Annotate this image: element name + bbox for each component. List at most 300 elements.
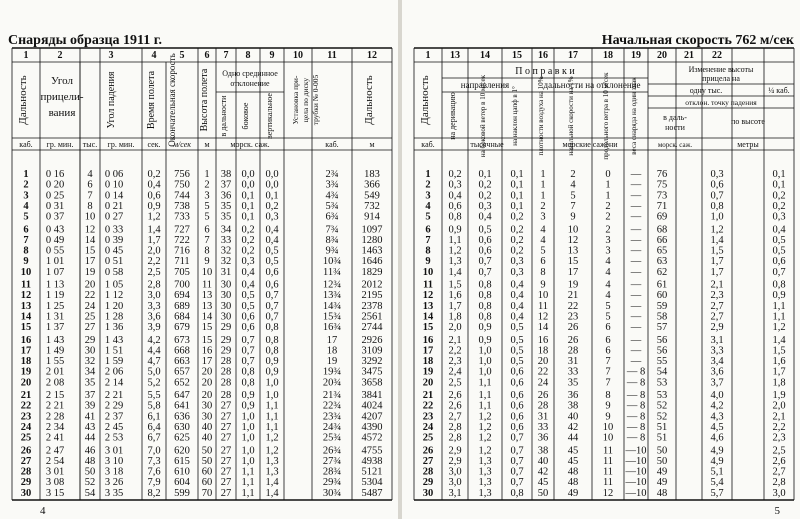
right-quarter-cell: 1,6 — [772, 356, 786, 368]
left-time-cell: 6,7 — [147, 432, 161, 444]
right-wind-cell: 1,0 — [478, 345, 492, 357]
left-dist-m-cell: 4755 — [361, 445, 383, 457]
left-devv-cell: 0,5 — [265, 256, 279, 268]
column-number: 5 — [179, 50, 185, 61]
header-sight-change: Изменение высоты — [688, 65, 754, 74]
left-fuze-cell: 27¾ — [322, 455, 342, 467]
right-wind-long-cell: 4 — [605, 266, 611, 278]
right-sight-cell: 56 — [656, 345, 668, 357]
right-wind-cell: 1,2 — [478, 411, 492, 423]
left-devl-cell: 1,0 — [241, 445, 255, 457]
left-time-cell: 3,6 — [147, 311, 161, 323]
left-devv-cell: 0,9 — [265, 356, 279, 368]
left-fall-cell: 3 01 — [104, 445, 124, 457]
right-dist-cell: 8 — [425, 245, 431, 257]
right-speed-cell: 45 — [567, 445, 579, 457]
right-wind-long-cell: 9 — [605, 411, 611, 423]
right-speed-cell: 12 — [567, 234, 579, 246]
left-devv-cell: 0,4 — [265, 234, 279, 246]
left-dist-m-cell: 5487 — [361, 487, 383, 499]
left-fall-cell: 0 21 — [104, 200, 124, 212]
right-weight-cell: — 8 — [626, 432, 646, 444]
left-devl-cell: 0,2 — [241, 245, 255, 257]
right-wind-cell: 0,9 — [478, 334, 492, 346]
right-density-cell: 11 — [537, 300, 549, 312]
right-wind-long-cell: 3 — [605, 234, 611, 246]
right-wind-long-cell: 2 — [605, 211, 611, 223]
right-weight-cell: —10 — [625, 455, 647, 467]
left-devr-cell: 30 — [220, 300, 232, 312]
right-weight-cell: — — [630, 345, 642, 357]
left-elev-th-cell: 43 — [84, 421, 96, 433]
left-devr-cell: 32 — [220, 245, 232, 257]
right-tilt-cell: 0,1 — [510, 200, 524, 212]
left-time-cell: 1,7 — [147, 234, 161, 246]
right-speed-cell: 28 — [567, 345, 579, 357]
left-devv-cell: 0,9 — [265, 366, 279, 378]
right-speed-cell: 22 — [567, 300, 579, 312]
right-drift-cell: 2,2 — [448, 345, 462, 357]
right-wind-cell: 0,8 — [478, 300, 492, 312]
right-drift-cell: 0,3 — [448, 179, 462, 191]
right-wind-cell: 1,3 — [478, 466, 492, 478]
left-devr-cell: 29 — [220, 322, 232, 334]
right-height-cell: 0,6 — [710, 179, 724, 191]
left-elev-cell: 0 25 — [45, 190, 65, 202]
right-sight-cell: 52 — [656, 400, 668, 412]
right-dist-cell: 3 — [425, 190, 431, 202]
left-elev-th-cell: 46 — [84, 445, 96, 457]
left-time-cell: 6,1 — [147, 411, 161, 423]
column-number: 21 — [684, 50, 694, 61]
left-devv-cell: 0,1 — [265, 190, 279, 202]
right-tilt-cell: 0,2 — [510, 211, 524, 223]
left-fall-cell: 3 10 — [104, 455, 124, 467]
right-quarter-cell: 2,3 — [772, 432, 786, 444]
left-height-cell: 20 — [201, 366, 213, 378]
left-dist-m-cell: 5121 — [361, 466, 383, 478]
right-height-cell: 4,5 — [710, 421, 724, 433]
left-height-cell: 70 — [201, 487, 213, 499]
right-quarter-cell: 0,9 — [772, 290, 786, 302]
left-devl-cell: 0,0 — [241, 179, 255, 191]
left-elev-cell: 1 25 — [45, 300, 65, 312]
left-elev-th-cell: 12 — [84, 224, 96, 236]
header-distance: Дальность — [17, 75, 29, 125]
column-number: 13 — [450, 50, 460, 61]
left-height-cell: 30 — [201, 400, 213, 412]
left-elev-cell: 3 15 — [45, 487, 65, 499]
right-sight-cell: 57 — [656, 322, 668, 334]
right-density-cell: 12 — [537, 311, 549, 323]
right-height-cell: 4,0 — [710, 390, 724, 401]
right-weight-cell: — — [630, 234, 642, 246]
right-dist-cell: 26 — [422, 445, 434, 457]
left-fuze-cell: 18 — [326, 345, 338, 357]
right-speed-cell: 48 — [567, 477, 579, 489]
right-page — [402, 0, 800, 519]
right-speed-cell: 26 — [567, 322, 579, 334]
left-height-cell: 10 — [201, 266, 213, 278]
right-tilt-cell: 0,8 — [510, 487, 524, 499]
right-wind-long-cell: 5 — [605, 300, 611, 312]
left-fall-cell: 3 18 — [104, 466, 124, 478]
right-weight-cell: — — [630, 169, 642, 180]
right-density-cell: 9 — [540, 279, 546, 291]
left-devl-cell: 1,1 — [241, 466, 255, 478]
right-tilt-cell: 0,7 — [510, 445, 524, 457]
left-devl-cell: 0,1 — [241, 211, 255, 223]
right-height-cell: 2,1 — [710, 279, 724, 291]
right-drift-cell: 1,3 — [448, 256, 462, 268]
right-weight-cell: — — [630, 334, 642, 346]
left-fuze-cell: 21¾ — [322, 390, 342, 401]
right-density-cell: 40 — [537, 455, 549, 467]
left-time-cell: 1,4 — [147, 224, 161, 236]
column-number: 1 — [23, 50, 29, 61]
left-fall-cell: 0 45 — [104, 245, 124, 257]
right-tilt-cell: 0,7 — [510, 477, 524, 489]
right-quarter-cell: 0,1 — [772, 179, 786, 191]
left-elev-th-cell: 52 — [84, 477, 96, 489]
left-fall-cell: 0 51 — [104, 256, 124, 268]
right-sight-cell: 49 — [656, 477, 668, 489]
left-devl-cell: 1,0 — [241, 421, 255, 433]
right-dist-cell: 28 — [422, 466, 434, 478]
right-dist-cell: 2 — [425, 179, 431, 191]
left-devr-cell: 27 — [220, 421, 232, 433]
left-devr-cell: 29 — [220, 345, 232, 357]
right-tilt-cell: 0,1 — [510, 169, 524, 180]
left-elev-cell: 2 54 — [45, 455, 65, 467]
left-devr-cell: 37 — [220, 179, 232, 191]
left-devl-cell: 1,1 — [241, 487, 255, 499]
right-quarter-cell: 2,5 — [772, 445, 786, 457]
right-dist-cell: 22 — [422, 400, 434, 412]
left-time-cell: 6,4 — [147, 421, 161, 433]
left-fuze-cell: 12¾ — [322, 279, 342, 291]
left-fuze-cell: 10¾ — [322, 256, 342, 268]
left-fuze-cell: 14¾ — [322, 300, 342, 312]
right-speed-cell: 44 — [567, 432, 579, 444]
left-height-cell: 14 — [201, 311, 213, 323]
left-elev-th-cell: 6 — [87, 179, 93, 191]
right-wind-cell: 1,1 — [478, 390, 492, 401]
left-devr-cell: 34 — [220, 224, 232, 236]
right-corrections-table — [402, 0, 800, 519]
left-height-cell: 15 — [201, 334, 213, 346]
right-quarter-cell: 1,2 — [772, 322, 786, 334]
right-drift-cell: 1,8 — [448, 311, 462, 323]
right-wind-cell: 0,4 — [478, 211, 492, 223]
left-elev-cell: 0 37 — [45, 211, 65, 223]
left-devv-cell: 1,3 — [265, 466, 279, 478]
right-density-cell: 28 — [537, 400, 549, 412]
right-sight-cell: 51 — [656, 432, 668, 444]
left-dist-m-cell: 4207 — [361, 411, 383, 423]
left-dist-m-cell: 732 — [364, 200, 380, 212]
left-dist-cell: 25 — [20, 432, 32, 444]
left-speed-cell: 727 — [174, 224, 190, 236]
left-time-cell: 3,9 — [147, 322, 161, 334]
right-density-cell: 31 — [537, 411, 549, 423]
left-speed-cell: 636 — [174, 411, 190, 423]
right-dist-cell: 21 — [422, 390, 434, 401]
right-density-cell: 50 — [537, 487, 549, 499]
left-fall-cell: 1 43 — [104, 334, 124, 346]
right-drift-cell: 2,9 — [448, 445, 462, 457]
right-speed-cell: 49 — [567, 487, 579, 499]
left-dist-m-cell: 5304 — [361, 477, 383, 489]
left-elev-cell: 1 13 — [45, 279, 65, 291]
right-weight-cell: —10 — [625, 487, 647, 499]
right-height-cell: 4,9 — [710, 455, 724, 467]
left-fuze-cell: 24¾ — [322, 421, 342, 433]
header-sight-change: прицела на — [702, 74, 740, 83]
right-wind-long-cell: 7 — [605, 356, 611, 368]
left-speed-cell: 630 — [174, 421, 190, 433]
right-tilt-cell: 0,2 — [510, 234, 524, 246]
header-in-range: ности — [665, 123, 685, 132]
left-speed-cell: 641 — [174, 400, 190, 412]
right-dist-cell: 4 — [425, 200, 431, 212]
left-dist-cell: 1 — [23, 169, 29, 180]
right-wind-cell: 0,1 — [478, 169, 492, 180]
left-fall-cell: 3 26 — [104, 477, 124, 489]
right-wind-long-cell: 8 — [605, 390, 611, 401]
left-devr-cell: 27 — [220, 455, 232, 467]
left-height-cell: 3 — [204, 190, 210, 202]
left-dist-m-cell: 914 — [364, 211, 380, 223]
right-dist-cell: 25 — [422, 432, 434, 444]
right-quarter-cell: 1,1 — [772, 300, 786, 312]
column-number: 14 — [480, 50, 490, 61]
left-devr-cell: 36 — [220, 190, 232, 202]
left-time-cell: 7,0 — [147, 445, 161, 457]
left-elev-cell: 0 43 — [45, 224, 65, 236]
left-elev-cell: 1 31 — [45, 311, 65, 323]
right-speed-cell: 21 — [567, 290, 579, 302]
right-quarter-cell: 2,8 — [772, 477, 786, 489]
left-height-cell: 5 — [204, 200, 210, 212]
left-elev-cell: 0 49 — [45, 234, 65, 246]
left-height-cell: 7 — [204, 234, 210, 246]
left-time-cell: 0,4 — [147, 179, 161, 191]
right-quarter-cell: 2,1 — [772, 411, 786, 423]
right-sight-cell: 54 — [656, 366, 668, 378]
right-tilt-cell: 0,4 — [510, 290, 524, 302]
unit-label: м/сек — [172, 140, 192, 149]
unit-label: морск. саж. — [230, 140, 270, 149]
left-speed-cell: 716 — [174, 245, 190, 257]
right-height-cell: 3,4 — [710, 356, 724, 368]
right-speed-cell: 31 — [567, 356, 579, 368]
left-devv-cell: 0,8 — [265, 334, 279, 346]
right-dist-cell: 5 — [425, 211, 431, 223]
right-speed-cell: 15 — [567, 256, 579, 268]
right-height-cell: 1,7 — [710, 266, 724, 278]
right-tilt-cell: 0,6 — [510, 390, 524, 401]
right-sight-cell: 76 — [656, 169, 668, 180]
left-devv-cell: 1,2 — [265, 445, 279, 457]
right-wind-long-cell: 11 — [602, 455, 614, 467]
right-height-cell: 3,1 — [710, 334, 724, 346]
right-sight-cell: 61 — [656, 279, 668, 291]
right-tilt-cell: 0,6 — [510, 366, 524, 378]
left-dist-cell: 10 — [20, 266, 32, 278]
right-sight-cell: 65 — [656, 245, 668, 257]
right-tilt-cell: 0,5 — [510, 322, 524, 334]
left-height-cell: 20 — [201, 390, 213, 401]
left-devl-cell: 0,4 — [241, 279, 255, 291]
left-devl-cell: 0,2 — [241, 224, 255, 236]
left-devr-cell: 27 — [220, 411, 232, 423]
left-elev-cell: 2 15 — [45, 390, 65, 401]
left-devr-cell: 27 — [220, 400, 232, 412]
right-sight-cell: 66 — [656, 234, 668, 246]
right-drift-cell: 3,1 — [448, 487, 462, 499]
left-speed-cell: 756 — [174, 169, 190, 180]
left-elev-th-cell: 22 — [84, 290, 96, 302]
left-speed-cell: 679 — [174, 322, 190, 334]
unit-label: морск. саж. — [657, 141, 693, 149]
left-elev-th-cell: 4 — [87, 169, 93, 180]
left-elev-th-cell: 10 — [84, 211, 96, 223]
left-dist-cell: 24 — [20, 421, 32, 433]
unit-label: м — [369, 140, 375, 149]
right-tilt-cell: 0,5 — [510, 334, 524, 346]
right-quarter-cell: 2,2 — [772, 421, 786, 433]
left-speed-cell: 647 — [174, 390, 190, 401]
right-quarter-cell: 0,2 — [772, 200, 786, 212]
left-devr-cell: 28 — [220, 366, 232, 378]
right-drift-cell: 0,6 — [448, 200, 462, 212]
left-dist-m-cell: 366 — [364, 179, 380, 191]
right-weight-cell: — 8 — [626, 377, 646, 389]
right-weight-cell: — — [630, 356, 642, 368]
left-elev-cell: 3 08 — [45, 477, 65, 489]
left-devr-cell: 33 — [220, 234, 232, 246]
right-wind-cell: 1,3 — [478, 455, 492, 467]
right-weight-cell: —10 — [625, 445, 647, 457]
right-sight-cell: 48 — [656, 487, 668, 499]
left-time-cell: 7,9 — [147, 477, 161, 489]
right-speed-cell: 42 — [567, 421, 579, 433]
right-density-cell: 10 — [537, 290, 549, 302]
right-tilt-cell: 0,6 — [510, 411, 524, 423]
left-devr-cell: 28 — [220, 356, 232, 368]
left-devl-cell: 0,4 — [241, 266, 255, 278]
left-devl-cell: 0,1 — [241, 190, 255, 202]
right-density-cell: 5 — [540, 245, 546, 257]
right-quarter-cell: 0,7 — [772, 266, 786, 278]
left-dist-m-cell: 183 — [364, 169, 380, 180]
left-dist-m-cell: 4572 — [361, 432, 383, 444]
left-devv-cell: 1,2 — [265, 432, 279, 444]
column-number: 3 — [108, 50, 114, 61]
right-height-cell: 3,6 — [710, 366, 724, 378]
left-time-cell: 1,2 — [147, 211, 161, 223]
right-sight-cell: 53 — [656, 390, 668, 401]
right-weight-cell: — — [630, 224, 642, 236]
left-speed-cell: 604 — [174, 477, 190, 489]
header-flight-time: Время полета — [146, 70, 157, 130]
right-weight-cell: — — [630, 300, 642, 312]
left-elev-cell: 1 07 — [45, 266, 65, 278]
left-height-cell: 2 — [204, 179, 210, 191]
left-devr-cell: 30 — [220, 311, 232, 323]
right-wind-long-cell: 7 — [605, 366, 611, 378]
unit-label: сек. — [147, 140, 161, 149]
header-range-dev: дальности на отклонение — [543, 80, 641, 90]
right-wind-cell: 0,8 — [478, 290, 492, 302]
left-elev-cell: 1 01 — [45, 256, 65, 268]
left-devl-cell: 0,9 — [241, 400, 255, 412]
left-elev-cell: 0 55 — [45, 245, 65, 257]
left-fuze-cell: 16¾ — [322, 322, 342, 334]
column-number: 8 — [245, 50, 251, 61]
header-shell-weight: веса снаряда на один знак — [630, 77, 638, 155]
left-dist-cell: 9 — [23, 256, 29, 268]
left-devr-cell: 32 — [220, 256, 232, 268]
left-elev-cell: 0 20 — [45, 179, 65, 191]
left-elev-cell: 1 19 — [45, 290, 65, 302]
right-density-cell: 38 — [537, 445, 549, 457]
right-wind-cell: 1,3 — [478, 487, 492, 499]
left-devv-cell: 0,6 — [265, 266, 279, 278]
right-speed-cell: 5 — [570, 190, 576, 202]
header-elevation: вания — [48, 107, 76, 119]
left-dist-cell: 13 — [20, 300, 32, 312]
left-devl-cell: 1,0 — [241, 455, 255, 467]
header-impact-dev: отклон. точку падения — [685, 98, 757, 107]
right-dist-cell: 9 — [425, 256, 431, 268]
right-wind-long-cell: 6 — [605, 334, 611, 346]
left-elev-cell: 0 31 — [45, 200, 65, 212]
right-tilt-cell: 0,6 — [510, 400, 524, 412]
right-height-cell: 5,7 — [710, 487, 724, 499]
right-weight-cell: —10 — [625, 466, 647, 478]
left-time-cell: 5,5 — [147, 390, 161, 401]
right-quarter-cell: 1,4 — [772, 334, 786, 346]
left-devr-cell: 38 — [220, 169, 232, 180]
right-sight-cell: 59 — [656, 300, 668, 312]
left-devr-cell: 30 — [220, 279, 232, 291]
unit-label: морские сажени — [562, 140, 618, 149]
left-height-cell: 30 — [201, 411, 213, 423]
right-wind-long-cell: 4 — [605, 256, 611, 268]
left-devr-cell: 29 — [220, 334, 232, 346]
right-dist-cell: 29 — [422, 477, 434, 489]
right-height-cell: 0,3 — [710, 169, 724, 180]
right-density-cell: 3 — [540, 211, 546, 223]
left-devv-cell: 1,1 — [265, 421, 279, 433]
right-wind-cell: 0,3 — [478, 200, 492, 212]
right-drift-cell: 2,0 — [448, 322, 462, 334]
right-density-cell: 1 — [540, 190, 546, 202]
left-time-cell: 2,8 — [147, 279, 161, 291]
left-fuze-cell: 5¾ — [325, 200, 339, 212]
right-dist-cell: 19 — [422, 366, 434, 378]
left-dist-cell: 26 — [20, 445, 32, 457]
left-fuze-cell: 28¾ — [322, 466, 342, 478]
header-one-thousandth: одну тыс. — [689, 86, 723, 95]
right-wind-long-cell: 10 — [602, 432, 614, 444]
left-ballistic-table — [0, 0, 398, 519]
left-dist-cell: 20 — [20, 377, 32, 389]
column-number: 2 — [57, 50, 63, 61]
right-speed-cell: 26 — [567, 334, 579, 346]
